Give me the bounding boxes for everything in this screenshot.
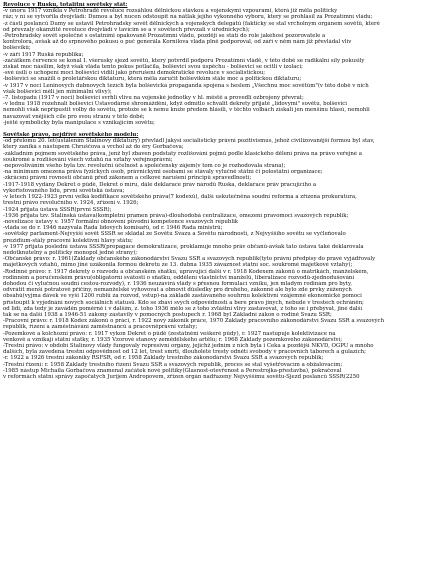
text-line: -své úsilí o uchopení moci bolševici vidili jako přerušení demokratické revoluce v socialistickou; <box>3 70 266 77</box>
text-line: -vláda se do r. 1946 nazývala Rada lidových komisařů, od r. 1946 Rada ministrů; <box>3 225 223 232</box>
text-line: od převzaly okamžitě revoluce dvojvládí v tavícím se a v sovětech převzali v úřednických); <box>3 26 250 33</box>
text-line: -začátkem července se konal I. všeruský sjezd sovětů, který potvrdil podporu Prozatímní vládě, v této době se radikální síly pokusily <box>3 57 365 64</box>
text-line: -1985 nástup Michaila Gorbačova znamenal začátek nové politiky(Glasnost-otevřenost a Perestrojka-přestavba), pokračoval <box>3 367 342 374</box>
section-revolution-body <box>3 8 435 126</box>
text-line: -v letech 1922-1923 první velká kodifikace sovětského práva(7 kodexů), další uskutečněna soudní reforma a zřízena prokuratura, <box>3 194 357 201</box>
text-line: od lidí, zda tedy je zaváděn poměrně i v dalším, z. toho 1936 mělo se z toho zvláštní vlivy zastavovat, z toho se i přebývat, jiné další <box>3 305 363 312</box>
text-line: -Pracovní právo: r. 1918 Kodex zákonů o práci, r. 1922 nový zákoník práce, 1970 Základy pracovního zákonodárství Svazu SSR a svazových <box>3 318 385 325</box>
text-line: soukromé a rozlišování všech vztahů na vztahy veřejnoprávní; <box>3 156 173 163</box>
text-line: -Petrohradský sovět společně s ostatními opakovaně Prozatímní vládu, později se státí do role jakéhosi pozorovatele a <box>3 33 326 40</box>
text-line: -nepovolíváním všeho byla tzv. revoluční účelnost a společenský zájem(v tom co je rozhodovala strana); <box>3 163 286 170</box>
text-line: venkově a vznikají státní statky, r. 1935 Vzorové stanovy zemědělského artělu; r. 1968 Základy pozemkového zákonodárství; <box>3 336 343 343</box>
text-line: majetkových vztahů, mimo jiné uzákonila formou dekretu ze 13. dubna 1935 závaznost státní soc. soukromé majetkové vztahy); <box>3 262 353 269</box>
text-line: republik, řízení a zaměstnávání zaměstnanců a pracovněprávní vztahy; <box>3 324 198 331</box>
text-line: odvrátit menší potratové příčiny, nemanželské vyhovovat a obnovit důsledky pro druhého, zákonně ale bylo zde prvky zúžených <box>3 287 352 294</box>
text-line: -od přelomu 20. let(ustálením Stalinovy diktatury) převládl jakýsi socialistický právní pozitivismus, jehož civilizovanější formou byl stav, <box>3 138 375 145</box>
text-line: vykořisťovaného lidu, první sovětská ústava; <box>3 187 125 194</box>
text-line: -základním pojmem sovětského práva, jenž byl zbaven podstaty rozlišování pojmů podle klasického dělení práva na právo veřejné a <box>3 150 362 157</box>
text-line: bolševiků; <box>3 45 31 52</box>
section-soviet-law-body <box>3 138 435 380</box>
text-line: -Občanské právo: r. 1961(Základy občanského zákonodárství Svazu SSR a svazových republik(tyto právní předpisy do pravé vyjádřovaly <box>3 256 376 263</box>
text-line: -zkrácení právní rovnosti občanů před zákonem a celkové narušení principů spravedlnosti; <box>3 175 252 182</box>
text-line: však bolševici měli jen minimální vlivy); <box>3 88 112 95</box>
text-line: -v lednu 1918 rozehnali bolševici Ústavodárné shromáždění, když odmítlo schválit dekrety přijaté „lidovými" sovětu, bolševici <box>3 101 348 108</box>
text-line: -r. 1922 a 1926 trestní zákoníky RSFSR, od r. 1958 Základy trestního zákonodárství Svazu SSR a svazových republik; <box>3 355 324 362</box>
text-line: tak se na další 1938 a 1946-51 zákony zastavily v pomocných postupech r. 1968 byl Základní zákon o rodině Svazu SSR; <box>3 311 332 318</box>
text-line: trestní právo revolučního v. 1924, zřízení v. 1926; <box>3 200 139 207</box>
text-line: navazovat vnějších cíle pro svou stranu v této době; <box>3 113 145 120</box>
text-line: který zaniká s nástupem Chruščova a vrchol až do éry Gorbačova; <box>3 144 184 151</box>
text-line: rodinném a poručenském právu(obligatorní svátosti o sňatku, oddělení vlastnictví manželů, liberalizace rozvodů-zjednodušování <box>3 274 355 281</box>
text-line: nemohli však nepřipustit volby do sovětu, protože se k nemu kníže předem hlásili, v těchto volbách získali jen menšinu hlasů, nemohli <box>3 107 370 114</box>
text-line: přístoupit k vyjednání nových sociálních statusů. Kdo se zbaví svých odpovědností a bere právo jiných, nebude v trestech ochráněn; <box>3 299 364 306</box>
text-line: získat moc násilím, když však vláda tento pokus potlačila, bolševici svou úspěchu - bolševici se ocitli v izolaci; <box>3 64 303 71</box>
text-line: v reformách státní správy započatých Jurijem Andropovem, zřízen orgán nadřazený Nejvyššímu sovětu-Sjezd poslanců SSSR(2250 <box>3 373 360 380</box>
text-line: -1917-1918 vydány Dekret o půdě, Dekret o míru, dále deklarace práv národů Ruska, deklarace práv pracujícího a <box>3 181 317 188</box>
text-line: dalších, byla zavedena trestní odpovědnost od 12 let, trest smrti, dlouholeté tresty odnětí svobody v pracovních táborech a gulazích; <box>3 349 366 356</box>
section-heading-revolution: Revoluce v Rusku, totalitní sovětský stát: <box>3 2 128 8</box>
text-line: -v 1917 v noci Leninových dubnových tezích byla bolševická propaganda spojena s heslem „Všechnu moc sovětům"(v této době v nich <box>3 82 369 89</box>
text-line: -sovětský parlament-Nejvyšší sovět SSSR se skládal ze Sovětu Svazu a Sovětu národností, z Nejvyššího sovětu se vyčleňovalo <box>3 231 346 238</box>
section-heading-soviet-law: Sovětské právo, nejdřívě sovětského modelu: <box>3 132 139 139</box>
text-line: -v únoru 1917 vznikla v Petrohradě revoluce rozsáhlou dělnickou stávkou a vojenskými vzpourami, která již měla politický <box>3 8 338 15</box>
text-line: -novelizace ústavy v. 1957 formální obnovení původní kompetence svazových republik <box>3 218 239 225</box>
text-line: -Pozemkové a kolchozní právo: r. 1917 výkon Dekret o půdě (zestátnění veškeré půdy), r. 1927 nastupuje kolektivizace na <box>3 330 336 337</box>
text-line: -ještě symbolicky byla manipulace s vznikajícím sovětu; <box>3 119 155 126</box>
text-line: prezidium-stálý pracovní kolektivní hlavy státu; <box>3 237 133 244</box>
text-line: -na minimum omezena práva fyzických osob, právnickými osobami se stávaly výlučně státní či polostátní organizace; <box>3 169 323 176</box>
text-line: -Trestní řízení: r. 1958 Základy trestního řízení Svazu SSR a svazových republik, proces se stal vyšetřovacím a obžalovacím; <box>3 361 343 368</box>
text-line: -z části poslanců Dumy se ustavil Petrohradský sovět dělnických a vojenských delegátů (faktický se stal vrcholným orgánem sovětů, které <box>3 20 380 27</box>
text-line: dohodou či výlučnou soudní cestou-rozvody), r. 1936 neuzavírá vlády s přesnou formulací vzniku, jen mladým rodinám pro byty, <box>3 280 352 287</box>
text-line: obsahů(vyjma dávek ve výši 1200 rublů za rozvod, vstup)-na základě zastávaného souhrnu kolektivní vzájemné ekonomické pomoci <box>3 293 362 300</box>
text-line: kontrolora, avšak až do srpnového pokusu o puč generála Kornilova vláda plně podporoval, od září v něm nám již převládal vliv <box>3 39 352 46</box>
text-line: -Rodinné právo: r. 1917 dekrety o rozvodu a občanském sňatku, upravující další v r. 1918 Kodexem zákonů o matrikách, manželském, <box>3 268 369 275</box>
text-line: -1936 přijata tzv. Stalinská ústava(kompletní pramen práva)-dlouhodobá centralizace, omezení pravomocí svazových republik; <box>3 212 349 219</box>
text-line: nedotknutelný a politický monopol jedné strany); <box>3 249 138 256</box>
text-line: -v září 1917 Ruská republika; <box>3 51 84 58</box>
text-line: -v 1977 přijata poslední ústava SSSR(propagace demokratizace, proklamuje mnoho práv občanů-avšak tato ústava také deklarovala <box>3 243 364 250</box>
text-line: ráz; v ní se vytvořila dvojvládí: Dumou a byl nucen odstoupit na nátlak jejího výkonného výboru, který se prohlásil za Prozatímní vládu; <box>3 14 373 21</box>
text-line: -7. listopadu (1917 v noci) bolševici svrhli vlivu na vojenské jednotky v hl. městě a provedli ozbrojený převrat; <box>3 95 304 102</box>
text-line: -1924 přijata ústava SSSR(první SSSR); <box>3 206 112 213</box>
text-line: -Trestní právo: v období Stalinovy vlády fungovaly represivní orgány, jejichž jedním z nich byla i Čeka a pozdější NKVD, OGPU a mnoho <box>3 342 374 349</box>
text-line: -bolševici se snažili o proletářskou diktaturu, která měla zaručit bolševikům stále moc a politickou diktaturu; <box>3 76 302 83</box>
